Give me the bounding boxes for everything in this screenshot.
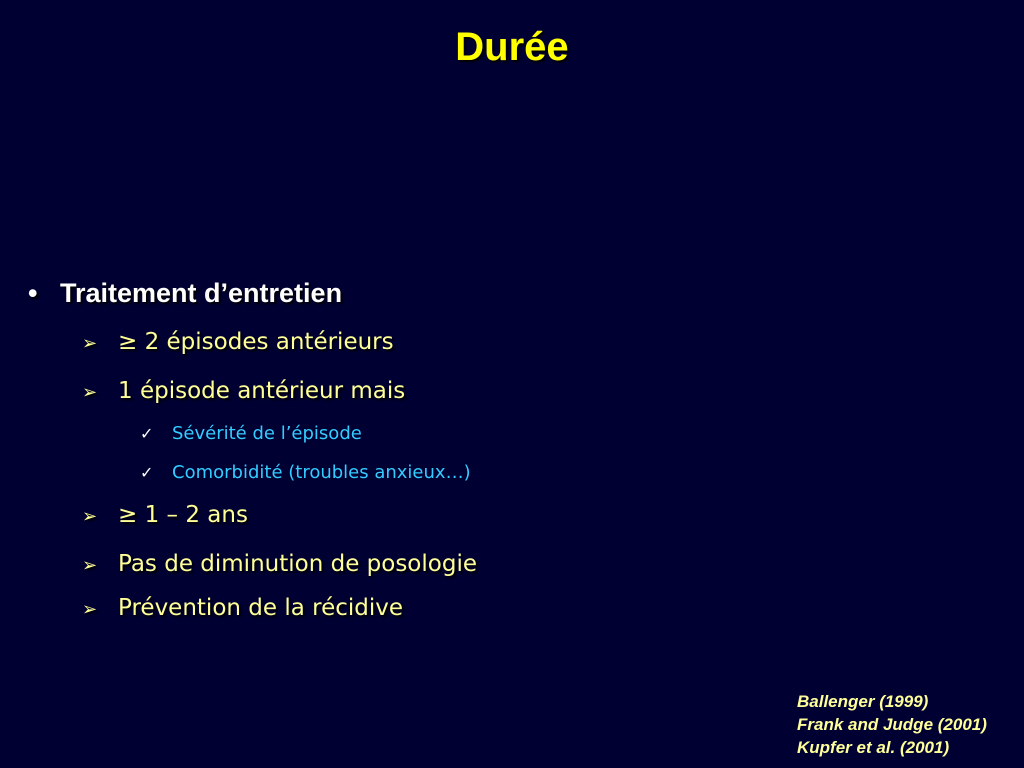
arrowhead-bullet-icon: ➢ (82, 333, 98, 354)
sub-bullet-text: ≥ 1 – 2 ans (118, 502, 248, 528)
check-item-severity (140, 423, 362, 444)
bullet-dot-icon: • (28, 278, 38, 308)
check-item-text: Sévérité de l’épisode (172, 423, 362, 444)
sub-bullet-text: Prévention de la récidive (118, 595, 404, 621)
arrowhead-bullet-icon: ➢ (82, 555, 98, 576)
reference-item: Frank and Judge (2001) (797, 715, 987, 734)
reference-item: Ballenger (1999) (797, 692, 929, 711)
sub-bullet-text: 1 épisode antérieur mais (118, 378, 406, 404)
bullet-item-maintenance-treatment (28, 278, 342, 309)
sub-bullet-text: ≥ 2 épisodes antérieurs (118, 329, 394, 355)
checkmark-icon: ✓ (140, 424, 154, 443)
sub-bullet-item-one-episode (82, 378, 405, 404)
arrowhead-bullet-icon: ➢ (82, 382, 98, 403)
slide-title: Durée (455, 25, 569, 69)
references (797, 690, 987, 759)
checkmark-icon: ✓ (140, 463, 154, 482)
sub-bullet-item-no-dose-reduction (82, 551, 477, 577)
sub-bullet-item-relapse-prevention (82, 595, 403, 621)
bullet-text: Traitement d’entretien (60, 278, 343, 308)
arrowhead-bullet-icon: ➢ (82, 506, 98, 527)
arrowhead-bullet-icon: ➢ (82, 599, 98, 620)
sub-bullet-text: Pas de diminution de posologie (118, 551, 477, 577)
reference-item: Kupfer et al. (2001) (797, 738, 950, 757)
check-item-text: Comorbidité (troubles anxieux…) (172, 462, 471, 483)
check-item-comorbidity (140, 462, 471, 483)
sub-bullet-item-two-episodes (82, 329, 394, 355)
sub-bullet-item-duration (82, 502, 248, 528)
